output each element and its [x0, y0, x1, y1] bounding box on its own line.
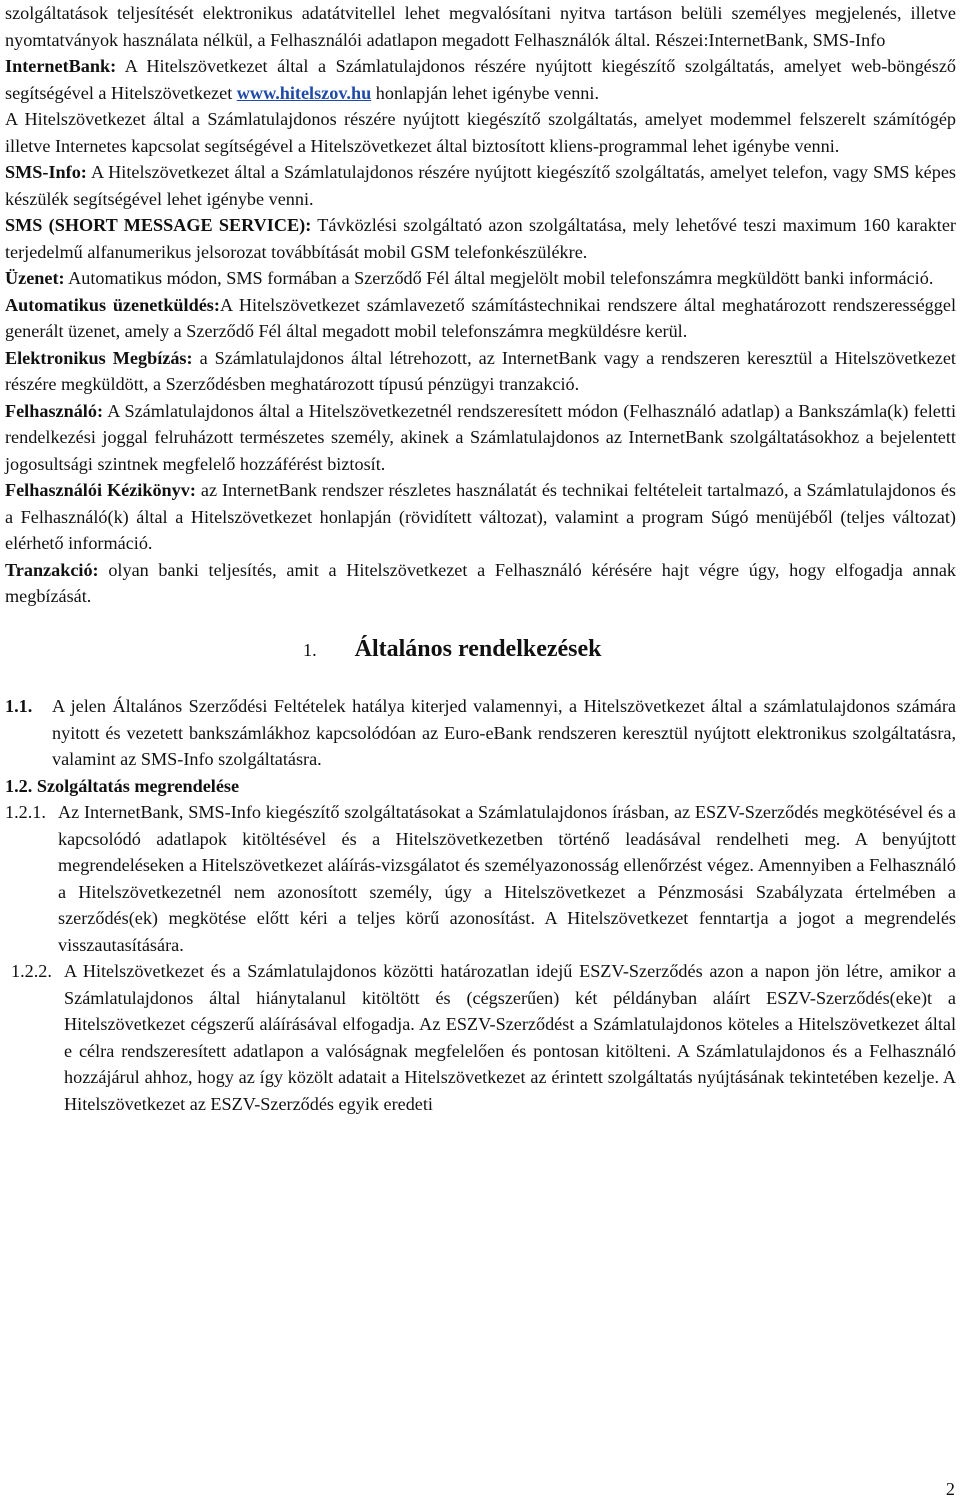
- term-felhasznalo: Felhasználó:: [5, 400, 104, 421]
- term-kezikonyv: Felhasználói Kézikönyv:: [5, 480, 196, 500]
- reszei-text: Részei:InternetBank, SMS-Info: [655, 29, 886, 50]
- felhasznalo-text: A Számlatulajdonos által a Hitelszövetkezetnél rendszeresített módon (Felhasználó adatlap) a Bankszámla(k) feletti rendelkezési joggal felruházott természetes személy, akinek a Számlatulajdonos az InternetBank szolgáltatásokhoz a bejelentett jogosultsági szintnek megfelelő hozzáférést biztosít.: [5, 400, 956, 474]
- clause-1-2-1: [5, 799, 956, 958]
- term-megbizas: Elektronikus Megbízás:: [5, 347, 193, 368]
- uzenet-text: Automatikus módon, SMS formában a Szerződő Fél által megjelölt mobil telefonszámra megküldött banki információ.: [64, 268, 934, 288]
- document-page: [5, 0, 956, 1117]
- clause-1-1-text: A jelen Általános Szerződési Feltételek hatálya kiterjed valamennyi, a Hitelszövetkezet által a számlatulajdonos számára nyitott és vezetett bankszámlákhoz kapcsolódóan az Euro-eBank rendszeren keresztül nyújtott elektronikus szolgáltatásra, valamint az SMS-Info szolgáltatásra.: [52, 696, 956, 769]
- clause-1-2-2-text: A Hitelszövetkezet és a Számlatulajdonos közötti határozatlan idejű ESZV-Szerződés azon a napon jön létre, amikor a Számlatulajdonos által hiánytalanul kitöltött és (cégszerűen) két példányban aláírt ESZV-Szerződés(eke)t a Hitelszövetkezet cégszerű aláírásával elfogadja. Az ESZV-Szerződést a Számlatulajdonos köteles a Hitelszövetkezet által e célra rendszeresített adatlapon a valóságnak megfelelően és pontosan kitölteni. A Számlatulajdonos és a Felhasználó hozzájárul ahhoz, hogy az így közölt adatait a Hitelszövetkezet az érintett szolgáltatás nyújtásának tekintetében kezelje. A Hitelszövetkezet az ESZV-Szerződés egyik eredeti: [64, 961, 956, 1114]
- automatikus-text: A Hitelszövetkezet számlavezető számítástechnikai rendszere által meghatározott rendszerességgel generált üzenet, amely a Szerződő Fél által megadott mobil telefonszámra megküldésre kerül.: [5, 294, 956, 341]
- clause-1-1-number: 1.1.: [5, 696, 33, 716]
- hitelszov-link[interactable]: www.hitelszov.hu: [236, 82, 372, 103]
- term-internetbank: InternetBank:: [5, 56, 117, 76]
- intro-paragraph: [5, 0, 956, 53]
- intro-text: szolgáltatások teljesítését elektronikus adatátvitellel lehet megvalósítani nyitva tartáson belüli személyes megjelenés, illetve nyomtatványok használata nélkül, a Felhasználói adatlapon megadott Felhasználók által.: [5, 3, 956, 50]
- clause-1-2-2-number: 1.2.2.: [11, 961, 52, 981]
- clause-1-2-2: [5, 958, 956, 1117]
- definition-kezikonyv: [5, 477, 956, 557]
- clause-1-2-1-number: 1.2.1.: [5, 802, 46, 822]
- section-number: 1.: [303, 639, 317, 660]
- page-number: 2: [945, 1479, 955, 1499]
- internetbank-second-text: A Hitelszövetkezet által a Számlatulajdonos részére nyújtott kiegészítő szolgáltatás, amelyet modemmel felszerelt számítógép illetve Internetes kapcsolat segítségével a Hitelszövetkezet által biztosított kliens-programmal lehet igénybe venni.: [5, 109, 956, 156]
- definition-sms: [5, 212, 956, 265]
- term-uzenet: Üzenet:: [5, 268, 65, 288]
- tranzakcio-text: olyan banki teljesítés, amit a Hitelszövetkezet a Felhasználó kérésére hajt végre úgy, hogy elfogadja annak megbízását.: [5, 559, 956, 606]
- megbizas-text: a Számlatulajdonos által létrehozott, az InternetBank vagy a rendszeren keresztül a Hitelszövetkezet részére megküldött, a Szerződésben meghatározott típusú pénzügyi tranzakció.: [5, 347, 956, 394]
- term-tranzakcio: Tranzakció:: [5, 559, 99, 580]
- definition-internetbank: [5, 53, 956, 106]
- term-sms: SMS (SHORT MESSAGE SERVICE):: [5, 215, 312, 235]
- clause-1-1: [5, 693, 956, 773]
- sms-text: Távközlési szolgáltató azon szolgáltatása, mely lehetővé teszi maximum 160 karakter terjedelmű alfanumerikus jelsorozat továbbítását mobil GSM telefonkészülékre.: [5, 215, 956, 262]
- definition-tranzakcio: [5, 557, 956, 610]
- clause-1-2-heading: 1.2. Szolgáltatás megrendelése: [5, 775, 240, 796]
- definition-megbizas: [5, 345, 956, 398]
- section-heading: [5, 636, 956, 664]
- clause-1-2-1-text: Az InternetBank, SMS-Info kiegészítő szolgáltatásokat a Számlatulajdonos írásban, az ESZV-Szerződés megkötésével és a kapcsolódó adatlapok kitöltésével és a Hitelszövetkezetben történő leadásával rendelheti meg. A benyújtott megrendeléseken a Hitelszövetkezet aláírás-vizsgálatot és személyazonosság ellenőrzést végez. Amennyiben a Felhasználó a Hitelszövetkezetnél nem azonosított személy, úgy a Hitelszövetkezet a Pénzmosási Szabályzata értelmében a szerződés(ek) megkötése előtt kéri a teljes körű azonosítást. A Hitelszövetkezet fenntartja a jogot a megrendelés visszautasítására.: [58, 802, 956, 955]
- definition-smsinfo: [5, 159, 956, 212]
- internetbank-text-b: honlapján lehet igénybe venni.: [371, 82, 599, 103]
- definition-felhasznalo: [5, 398, 956, 478]
- smsinfo-text: A Hitelszövetkezet által a Számlatulajdonos részére nyújtott kiegészítő szolgáltatás, amelyet telefon, vagy SMS képes készülék segítségével lehet igénybe venni.: [5, 162, 956, 209]
- term-automatikus: Automatikus üzenetküldés:: [5, 294, 220, 315]
- internetbank-text-a: A Hitelszövetkezet által a Számlatulajdonos részére nyújtott kiegészítő szolgáltatás, amelyet web-böngésző segítségével a Hitelszövetkezet: [5, 56, 956, 103]
- term-smsinfo: SMS-Info:: [5, 162, 87, 182]
- section-title: Általános rendelkezések: [354, 635, 602, 662]
- definition-automatikus: [5, 292, 956, 345]
- definition-uzenet: [5, 265, 956, 292]
- kezikonyv-text: az InternetBank rendszer részletes használatát és technikai feltételeit tartalmazó, a Számlatulajdonos és a Felhasználó(k) által a Hitelszövetkezet honlapján (rövidített változat), valamint a program Súgó menüjéből (teljes változat) elérhető információ.: [5, 480, 956, 553]
- definition-internetbank-second: [5, 106, 956, 159]
